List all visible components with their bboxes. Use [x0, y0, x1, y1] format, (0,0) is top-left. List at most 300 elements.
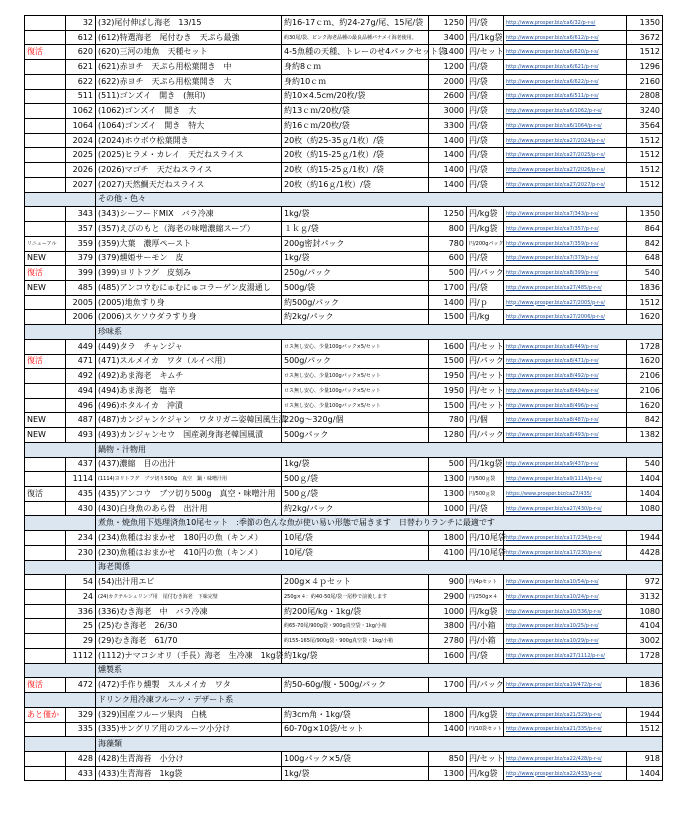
price-cell: 1500 — [429, 398, 467, 413]
product-link[interactable]: https://www.prosper.biz/ca27/435/ — [504, 487, 627, 502]
status-flag-cell — [25, 163, 66, 178]
status-flag-cell — [25, 148, 66, 163]
product-link[interactable]: http://www.prosper.biz/ca27/2006/p-r-s/ — [504, 310, 627, 325]
product-name-cell: (25)むき海老 26/30 — [96, 619, 282, 634]
product-link[interactable]: http://www.prosper.biz/ca8/449/p-r-s/ — [504, 339, 627, 354]
product-name-cell: (2005)地魚すり身 — [96, 295, 282, 310]
product-code-cell: 2006 — [66, 310, 96, 325]
product-code-cell: 1062 — [66, 104, 96, 119]
status-flag-cell — [25, 74, 66, 89]
product-link[interactable]: http://www.prosper.biz/ca21/335/p-r-s/ — [504, 722, 627, 737]
product-name-cell: (1114)ヨリトフグ ブツ切り500g 真空 鍋・味噌汁用 — [96, 472, 282, 487]
product-name-cell: (1112)ナマコシオリ（手長）海老 生冷凍 1kg袋 — [96, 648, 282, 663]
tax-incl-price-cell: 1512 — [627, 148, 663, 163]
product-link[interactable]: http://www.prosper.biz/ca6/1064/p-r-s/ — [504, 119, 627, 134]
spec-cell: 500g/袋 — [282, 280, 429, 295]
tax-incl-price-cell: 1080 — [627, 501, 663, 516]
product-name-cell: (24)カクテルシュリンプ用 尾付むき海老 下味完璧 — [96, 590, 282, 605]
unit-cell: 円/袋 — [467, 251, 504, 266]
price-cell: 1600 — [429, 648, 467, 663]
product-name-cell: (612)特選海老 尾付むき 天ぷら最強 — [96, 30, 282, 45]
unit-cell: 円/ｐ — [467, 295, 504, 310]
unit-cell: 円/パック — [467, 678, 504, 693]
tax-incl-price-cell: 842 — [627, 236, 663, 251]
tax-incl-price-cell: 1836 — [627, 678, 663, 693]
table-row — [25, 148, 663, 163]
spec-cell: 約2kg/パック — [282, 310, 429, 325]
product-code-cell: 1064 — [66, 119, 96, 134]
product-link[interactable]: http://www.prosper.biz/ca10/29/p-r-s/ — [504, 634, 627, 649]
tax-incl-price-cell: 1296 — [627, 60, 663, 75]
product-link[interactable]: http://www.prosper.biz/ca10/54/p-r-s/ — [504, 575, 627, 590]
product-link[interactable]: http://www.prosper.biz/ca21/329/p-r-s/ — [504, 707, 627, 722]
product-link[interactable]: http://www.prosper.biz/ca27/430/p-r-s/ — [504, 501, 627, 516]
table-row — [25, 413, 663, 428]
unit-cell: 円/袋 — [467, 177, 504, 192]
price-cell: 1400 — [429, 163, 467, 178]
status-flag-cell — [25, 604, 66, 619]
price-cell: 3300 — [429, 119, 467, 134]
section-header-row — [25, 516, 663, 531]
product-link[interactable]: http://www.prosper.biz/ca8/493/p-r-s/ — [504, 428, 627, 443]
table-row — [25, 45, 663, 60]
product-code-cell: 612 — [66, 30, 96, 45]
table-row — [25, 457, 663, 472]
product-code-cell: 25 — [66, 619, 96, 634]
price-cell: 1200 — [429, 60, 467, 75]
product-link[interactable]: http://www.prosper.biz/ca17/230/p-r-s/ — [504, 545, 627, 560]
status-flag-cell — [25, 133, 66, 148]
spec-cell: ロス無し安心、少量100gパック×5/セット — [282, 383, 429, 398]
table-row — [25, 722, 663, 737]
product-link[interactable]: http://www.prosper.biz/ca27/1112/p-r-s/ — [504, 648, 627, 663]
section-header-row — [25, 560, 663, 575]
tax-incl-price-cell: 4104 — [627, 619, 663, 634]
unit-cell: 円/袋 — [467, 16, 504, 31]
product-name-cell: (32)尾付伸ばし海老 13/15 — [96, 16, 282, 31]
tax-incl-price-cell: 540 — [627, 266, 663, 281]
table-row — [25, 575, 663, 590]
product-link[interactable]: http://www.prosper.biz/ca8/496/p-r-s/ — [504, 398, 627, 413]
product-code-cell: 54 — [66, 575, 96, 590]
tax-incl-price-cell: 4428 — [627, 545, 663, 560]
product-name-cell: (2006)スケソウダラすり身 — [96, 310, 282, 325]
unit-cell: 円/10袋セット — [467, 722, 504, 737]
tax-incl-price-cell: 1512 — [627, 45, 663, 60]
status-flag-cell — [25, 472, 66, 487]
status-flag-cell — [25, 575, 66, 590]
product-code-cell: 471 — [66, 354, 96, 369]
price-cell: 500 — [429, 266, 467, 281]
tax-incl-price-cell: 918 — [627, 751, 663, 766]
status-flag-cell — [25, 369, 66, 384]
table-row — [25, 531, 663, 546]
tax-incl-price-cell: 2106 — [627, 369, 663, 384]
status-flag-cell: あと僅か — [25, 707, 66, 722]
product-code-cell: 336 — [66, 604, 96, 619]
section-title: 煮魚・焼魚用下処理済魚10尾セット :季節の色んな魚が使い易い形態で届きます 日替わりランチに最適です — [96, 516, 663, 531]
status-flag-cell: 復活 — [25, 354, 66, 369]
price-cell: 1600 — [429, 339, 467, 354]
spec-cell: 500g/パック — [282, 354, 429, 369]
spec-cell: 4-5魚種の天種、トレーのせ4パックセット袋 — [282, 45, 429, 60]
unit-cell: 円/袋 — [467, 148, 504, 163]
product-code-cell: 449 — [66, 339, 96, 354]
product-link[interactable]: http://www.prosper.biz/ca8/487/p-r-s/ — [504, 413, 627, 428]
product-code-cell: 2005 — [66, 295, 96, 310]
product-link[interactable]: http://www.prosper.biz/ca6/511/p-r-s/ — [504, 89, 627, 104]
section-spacer-cell — [25, 693, 96, 708]
tax-incl-price-cell: 1836 — [627, 280, 663, 295]
section-spacer-cell — [25, 325, 96, 340]
tax-incl-price-cell: 1728 — [627, 339, 663, 354]
product-link[interactable]: http://www.prosper.biz/ca22/428/p-r-s/ — [504, 751, 627, 766]
price-cell: 1250 — [429, 207, 467, 222]
tax-incl-price-cell: 1404 — [627, 472, 663, 487]
table-row — [25, 133, 663, 148]
unit-cell: 円/セット — [467, 339, 504, 354]
spec-cell: 1kg/袋 — [282, 766, 429, 781]
spec-cell: 1kg/袋 — [282, 207, 429, 222]
table-row — [25, 678, 663, 693]
product-link[interactable]: http://www.prosper.biz/ca10/24/p-r-s/ — [504, 590, 627, 605]
table-row — [25, 222, 663, 237]
spec-cell: 身約10ｃｍ — [282, 74, 429, 89]
product-link[interactable]: http://www.prosper.biz/ca7/357/p-r-s/ — [504, 222, 627, 237]
product-name-cell: (620)三河の地魚 天種セット — [96, 45, 282, 60]
table-row — [25, 236, 663, 251]
unit-cell: 円/10尾袋 — [467, 531, 504, 546]
product-name-cell: (29)むき海老 61/70 — [96, 634, 282, 649]
price-cell: 1950 — [429, 383, 467, 398]
status-flag-cell — [25, 30, 66, 45]
status-flag-cell — [25, 16, 66, 31]
product-link[interactable]: http://www.prosper.biz/ca6/1062/p-r-s/ — [504, 104, 627, 119]
table-row — [25, 295, 663, 310]
product-link[interactable]: http://www.prosper.biz/ca6/621/p-r-s/ — [504, 60, 627, 75]
product-link[interactable]: http://www.prosper.biz/ca8/471/p-r-s/ — [504, 354, 627, 369]
table-row — [25, 163, 663, 178]
spec-cell: 約3cm角・1kg/袋 — [282, 707, 429, 722]
section-spacer-cell — [25, 663, 96, 678]
product-code-cell: 24 — [66, 590, 96, 605]
product-link[interactable]: http://www.prosper.biz/ca6/32/p-r-s/ — [504, 16, 627, 31]
section-spacer-cell — [25, 442, 96, 457]
product-code-cell: 2027 — [66, 177, 96, 192]
status-flag-cell — [25, 648, 66, 663]
table-row — [25, 590, 663, 605]
price-cell: 1800 — [429, 707, 467, 722]
product-link[interactable]: http://www.prosper.biz/ca8/492/p-r-s/ — [504, 369, 627, 384]
price-cell: 1700 — [429, 280, 467, 295]
table-row — [25, 634, 663, 649]
product-code-cell: 511 — [66, 89, 96, 104]
product-link[interactable]: http://www.prosper.biz/ca27/2025/p-r-s/ — [504, 148, 627, 163]
price-cell: 1400 — [429, 722, 467, 737]
section-title: ドリンク用冷凍フルーツ・デザート系 — [96, 693, 663, 708]
status-flag-cell: NEW — [25, 280, 66, 295]
product-code-cell: 359 — [66, 236, 96, 251]
table-row — [25, 487, 663, 502]
unit-cell: 円/kg — [467, 310, 504, 325]
spec-cell: 10尾/袋 — [282, 531, 429, 546]
unit-cell: 円/kg袋 — [467, 707, 504, 722]
table-row — [25, 30, 663, 45]
product-name-cell: (329)国産フルーツ果肉 白桃 — [96, 707, 282, 722]
tax-incl-price-cell: 3240 — [627, 104, 663, 119]
product-name-cell: (335)サングリア用のフルーツ小分け — [96, 722, 282, 737]
section-title: 鍋物・汁物用 — [96, 442, 663, 457]
product-code-cell: 2026 — [66, 163, 96, 178]
product-link[interactable]: http://www.prosper.biz/ca7/359/p-r-s/ — [504, 236, 627, 251]
product-name-cell: (492)あま海老 キムチ — [96, 369, 282, 384]
product-code-cell: 29 — [66, 634, 96, 649]
product-name-cell: (493)カンジャンセウ 国産剥身海老韓国風漬 — [96, 428, 282, 443]
spec-cell: 約30尾/袋、ピンク海老品種の最良品種パナメイ海老使用。 — [282, 30, 429, 45]
unit-cell: 円/パック — [467, 428, 504, 443]
spec-cell: 20枚（約16ｇ/1枚）/袋 — [282, 177, 429, 192]
product-name-cell: (54)出汁用エビ — [96, 575, 282, 590]
product-code-cell: 620 — [66, 45, 96, 60]
table-row — [25, 501, 663, 516]
price-cell: 1400 — [429, 45, 467, 60]
tax-incl-price-cell: 2808 — [627, 89, 663, 104]
product-code-cell: 335 — [66, 722, 96, 737]
product-link[interactable]: http://www.prosper.biz/ca27/485/p-r-s/ — [504, 280, 627, 295]
tax-incl-price-cell: 2160 — [627, 74, 663, 89]
tax-incl-price-cell: 3564 — [627, 119, 663, 134]
unit-cell: 円/袋 — [467, 501, 504, 516]
price-cell: 1500 — [429, 310, 467, 325]
spec-cell: 身約8ｃｍ — [282, 60, 429, 75]
spec-cell: 20枚（約25-35ｇ/1枚）/袋 — [282, 133, 429, 148]
section-spacer-cell — [25, 560, 96, 575]
status-flag-cell: NEW — [25, 428, 66, 443]
section-header-row — [25, 442, 663, 457]
price-cell: 1000 — [429, 604, 467, 619]
product-link[interactable]: http://www.prosper.biz/ca6/612/p-r-s/ — [504, 30, 627, 45]
product-name-cell: (496)ホタルイカ 沖漬 — [96, 398, 282, 413]
status-flag-cell: 復活 — [25, 678, 66, 693]
spec-cell: 250g/パック — [282, 266, 429, 281]
tax-incl-price-cell: 1382 — [627, 428, 663, 443]
table-row — [25, 251, 663, 266]
status-flag-cell — [25, 590, 66, 605]
status-flag-cell: 復活 — [25, 45, 66, 60]
spec-cell: ロス無し安心、少量100gパック×5/セット — [282, 398, 429, 413]
price-cell: 2780 — [429, 634, 467, 649]
table-row — [25, 619, 663, 634]
table-row — [25, 89, 663, 104]
status-flag-cell — [25, 634, 66, 649]
product-name-cell: (437)濃縮 目の出汁 — [96, 457, 282, 472]
status-flag-cell — [25, 545, 66, 560]
section-title: その他・色々 — [96, 192, 663, 207]
product-link[interactable]: http://www.prosper.biz/ca27/2026/p-r-s/ — [504, 163, 627, 178]
spec-cell: 1kg/袋 — [282, 457, 429, 472]
spec-cell: 20枚（約15-25ｇ/1枚）/袋 — [282, 163, 429, 178]
table-row — [25, 766, 663, 781]
unit-cell: 円/小箱 — [467, 634, 504, 649]
product-link[interactable]: http://www.prosper.biz/ca7/379/p-r-s/ — [504, 251, 627, 266]
unit-cell: 円/500ｇ袋 — [467, 472, 504, 487]
table-row — [25, 280, 663, 295]
spec-cell: 220g～320g/個 — [282, 413, 429, 428]
product-code-cell: 234 — [66, 531, 96, 546]
section-spacer-cell — [25, 737, 96, 752]
spec-cell: 60-70g×10袋/セット — [282, 722, 429, 737]
unit-cell: 円/袋 — [467, 74, 504, 89]
product-link[interactable]: http://www.prosper.biz/ca9/1114/p-r-s/ — [504, 472, 627, 487]
spec-cell: ロス無し安心、少量100gパック×5/セット — [282, 369, 429, 384]
price-cell: 600 — [429, 251, 467, 266]
product-link[interactable]: http://www.prosper.biz/ca6/622/p-r-s/ — [504, 74, 627, 89]
tax-incl-price-cell: 3132 — [627, 590, 663, 605]
product-link[interactable]: http://www.prosper.biz/ca27/2024/p-r-s/ — [504, 133, 627, 148]
spec-cell: 500ｇ/袋 — [282, 487, 429, 502]
product-name-cell: (357)えびのもと（海老の味噌濃縮スープ） — [96, 222, 282, 237]
price-cell: 800 — [429, 222, 467, 237]
section-spacer-cell — [25, 192, 96, 207]
status-flag-cell: NEW — [25, 251, 66, 266]
price-cell: 2600 — [429, 89, 467, 104]
unit-cell: 円/セット — [467, 45, 504, 60]
product-name-cell: (428)生青海苔 小分け — [96, 751, 282, 766]
product-name-cell: (336)むき海老 中 バラ冷凍 — [96, 604, 282, 619]
unit-cell: 円/kg袋 — [467, 207, 504, 222]
product-name-cell: (487)カンジャンケジャン ワタリガニ姿韓国風生漬 — [96, 413, 282, 428]
unit-cell: 円/4pセット — [467, 575, 504, 590]
status-flag-cell: 復活 — [25, 266, 66, 281]
unit-cell: 円/セット — [467, 369, 504, 384]
price-cell: 1400 — [429, 295, 467, 310]
unit-cell: 円/10尾袋 — [467, 545, 504, 560]
product-link[interactable]: http://www.prosper.biz/ca27/2027/p-r-s/ — [504, 177, 627, 192]
unit-cell: 円/袋 — [467, 280, 504, 295]
tax-incl-price-cell: 1080 — [627, 604, 663, 619]
status-flag-cell: 復活 — [25, 487, 66, 502]
product-code-cell: 622 — [66, 74, 96, 89]
tax-incl-price-cell: 1728 — [627, 648, 663, 663]
status-flag-cell: NEW — [25, 413, 66, 428]
price-cell: 2900 — [429, 590, 467, 605]
status-flag-cell — [25, 310, 66, 325]
tax-incl-price-cell: 842 — [627, 413, 663, 428]
product-code-cell: 1112 — [66, 648, 96, 663]
status-flag-cell — [25, 177, 66, 192]
product-code-cell: 428 — [66, 751, 96, 766]
tax-incl-price-cell: 972 — [627, 575, 663, 590]
status-flag-cell — [25, 531, 66, 546]
section-spacer-cell — [25, 516, 96, 531]
spec-cell: 約10×4.5cm/20枚/袋 — [282, 89, 429, 104]
product-code-cell: 32 — [66, 16, 96, 31]
product-link[interactable]: http://www.prosper.biz/ca10/336/p-r-s/ — [504, 604, 627, 619]
status-flag-cell — [25, 89, 66, 104]
status-flag-cell — [25, 104, 66, 119]
product-code-cell: 2024 — [66, 133, 96, 148]
section-title: 燻製系 — [96, 663, 663, 678]
status-flag-cell — [25, 398, 66, 413]
price-cell: 1300 — [429, 472, 467, 487]
spec-cell: 500gパック — [282, 428, 429, 443]
product-link[interactable]: http://www.prosper.biz/ca7/343/p-r-s/ — [504, 207, 627, 222]
unit-cell: 円/小箱 — [467, 619, 504, 634]
tax-incl-price-cell: 1404 — [627, 766, 663, 781]
product-name-cell: (485)アンコウむにゅむにゅコラーゲン皮湯通し — [96, 280, 282, 295]
unit-cell: 円/パック — [467, 266, 504, 281]
spec-cell: 約50-60g/腹・500g/パック — [282, 678, 429, 693]
status-flag-cell — [25, 457, 66, 472]
price-cell: 3800 — [429, 619, 467, 634]
table-row — [25, 339, 663, 354]
table-row — [25, 119, 663, 134]
section-header-row — [25, 325, 663, 340]
tax-incl-price-cell: 2106 — [627, 383, 663, 398]
spec-cell: 約16-17ｃｍ、約24-27g/尾、15尾/袋 — [282, 16, 429, 31]
tax-incl-price-cell: 1512 — [627, 177, 663, 192]
product-link[interactable]: http://www.prosper.biz/ca6/620/p-r-s/ — [504, 45, 627, 60]
unit-cell: 円/500ｇ袋 — [467, 487, 504, 502]
table-row — [25, 398, 663, 413]
unit-cell: 円/袋 — [467, 89, 504, 104]
product-name-cell: (1064)ゴンズイ 開き 特大 — [96, 119, 282, 134]
price-cell: 1500 — [429, 354, 467, 369]
table-row — [25, 383, 663, 398]
product-name-cell: (234)魚種はおまかせ 180円の魚（キンメ） — [96, 531, 282, 546]
unit-cell: 円/kg袋 — [467, 222, 504, 237]
product-link[interactable]: http://www.prosper.biz/ca8/494/p-r-s/ — [504, 383, 627, 398]
table-row — [25, 16, 663, 31]
tax-incl-price-cell: 1944 — [627, 707, 663, 722]
status-flag-cell — [25, 295, 66, 310]
spec-cell: 約200尾/kg・1kg/袋 — [282, 604, 429, 619]
table-row — [25, 177, 663, 192]
product-code-cell: 487 — [66, 413, 96, 428]
product-name-cell: (343)シーフードMIX バラ冷凍 — [96, 207, 282, 222]
price-cell: 1400 — [429, 148, 467, 163]
product-link[interactable]: http://www.prosper.biz/ca22/433/p-r-s/ — [504, 766, 627, 781]
product-link[interactable]: http://www.prosper.biz/ca9/437/p-r-s/ — [504, 457, 627, 472]
tax-incl-price-cell: 1350 — [627, 16, 663, 31]
product-name-cell: (472)手作り燻製 スルメイカ ワタ — [96, 678, 282, 693]
product-name-cell: (2024)ホウボウ松葉開き — [96, 133, 282, 148]
price-cell: 1400 — [429, 177, 467, 192]
product-link[interactable]: http://www.prosper.biz/ca19/472/p-r-s/ — [504, 678, 627, 693]
spec-cell: 500ｇ/袋 — [282, 472, 429, 487]
status-flag-cell — [25, 722, 66, 737]
table-row — [25, 369, 663, 384]
product-link[interactable]: http://www.prosper.biz/ca27/2005/p-r-s/ — [504, 295, 627, 310]
price-cell: 4100 — [429, 545, 467, 560]
unit-cell: 円/パック — [467, 354, 504, 369]
product-link[interactable]: http://www.prosper.biz/ca8/399/p-r-s/ — [504, 266, 627, 281]
product-code-cell: 494 — [66, 383, 96, 398]
price-cell: 850 — [429, 751, 467, 766]
table-row — [25, 310, 663, 325]
product-link[interactable]: http://www.prosper.biz/ca10/25/p-r-s/ — [504, 619, 627, 634]
tax-incl-price-cell: 540 — [627, 457, 663, 472]
product-name-cell: (621)赤ヨチ 天ぷら用松葉開き 中 — [96, 60, 282, 75]
product-name-cell: (494)あま海老 塩辛 — [96, 383, 282, 398]
unit-cell: 円/袋 — [467, 163, 504, 178]
table-row — [25, 707, 663, 722]
table-row — [25, 428, 663, 443]
table-row — [25, 604, 663, 619]
table-row — [25, 751, 663, 766]
product-link[interactable]: http://www.prosper.biz/ca17/234/p-r-s/ — [504, 531, 627, 546]
unit-cell: 円/kg袋 — [467, 766, 504, 781]
